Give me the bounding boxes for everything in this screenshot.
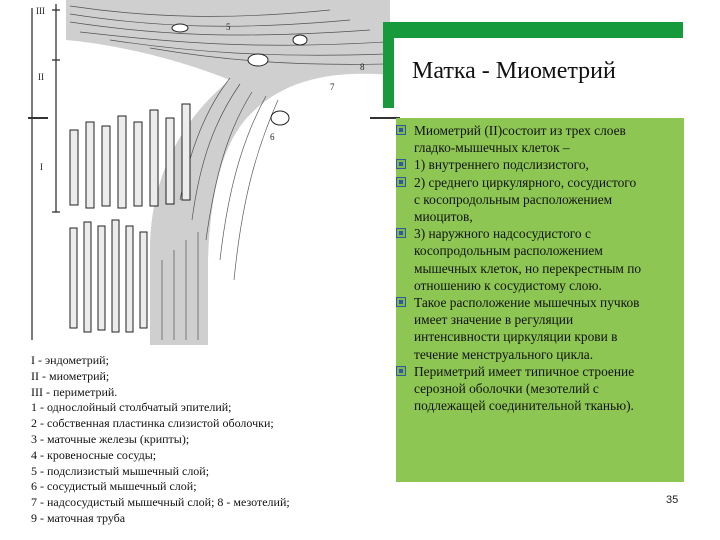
layer-mark-iii: III bbox=[36, 6, 45, 16]
list-item: 3) наружного надсосудистого с косопродольным расположением мышечных клеток, но перекрестным по отношению к сосудистому слою. bbox=[396, 225, 718, 294]
page-number: 35 bbox=[666, 494, 679, 506]
uterus-histology-figure bbox=[30, 0, 390, 345]
figure-legend bbox=[31, 353, 290, 527]
square-bullet-icon bbox=[396, 159, 406, 169]
layer-mark-i: I bbox=[40, 162, 43, 172]
legend-line: 3 - маточные железы (крипты); bbox=[31, 431, 190, 446]
square-bullet-icon bbox=[396, 177, 406, 187]
slide-title: Матка - Миометрий bbox=[412, 58, 616, 84]
legend-line: 5 - подслизистый мышечный слой; bbox=[31, 463, 210, 478]
square-bullet-icon bbox=[396, 366, 406, 376]
callout-7: 7 bbox=[330, 82, 335, 92]
square-bullet-icon bbox=[396, 125, 406, 135]
legend-line: III - периметрий. bbox=[31, 384, 118, 399]
list-item: 2) среднего циркулярного, сосудистого с косопродольным расположением миоцитов, bbox=[396, 174, 718, 226]
legend-line: 7 - надсосудистый мышечный слой; 8 - мезотелий; bbox=[31, 495, 290, 510]
legend-line: 1 - однослойный столбчатый эпителий; bbox=[31, 400, 232, 415]
bullet-list bbox=[396, 122, 718, 414]
legend-line: 9 - маточная труба bbox=[31, 510, 126, 525]
list-item: 1) внутреннего подслизистого, bbox=[396, 156, 718, 173]
callout-8: 8 bbox=[360, 62, 365, 72]
square-bullet-icon bbox=[396, 228, 406, 238]
square-bullet-icon bbox=[396, 297, 406, 307]
list-item: Миометрий (II)состоит из трех слоев гладко-мышечных клеток – bbox=[396, 122, 718, 156]
layer-mark-ii: II bbox=[38, 72, 44, 82]
legend-line: 4 - кровеносные сосуды; bbox=[31, 447, 157, 462]
legend-line: 6 - сосудистый мышечный слой; bbox=[31, 479, 197, 494]
list-item: Такое расположение мышечных пучков имеет значение в регуляции интенсивности циркуляции крови в течение менструального цикла. bbox=[396, 294, 718, 363]
divider-left bbox=[28, 117, 48, 119]
legend-line: II - миометрий; bbox=[31, 368, 110, 383]
list-item: Периметрий имеет типичное строение серозной оболочки (мезотелий с подлежащей соединительной тканью). bbox=[396, 363, 718, 415]
callout-6: 6 bbox=[270, 132, 275, 142]
legend-line: 2 - собственная пластинка слизистой оболочки; bbox=[31, 416, 274, 431]
callout-5: 5 bbox=[226, 22, 231, 32]
legend-line: I - эндометрий; bbox=[31, 353, 109, 367]
